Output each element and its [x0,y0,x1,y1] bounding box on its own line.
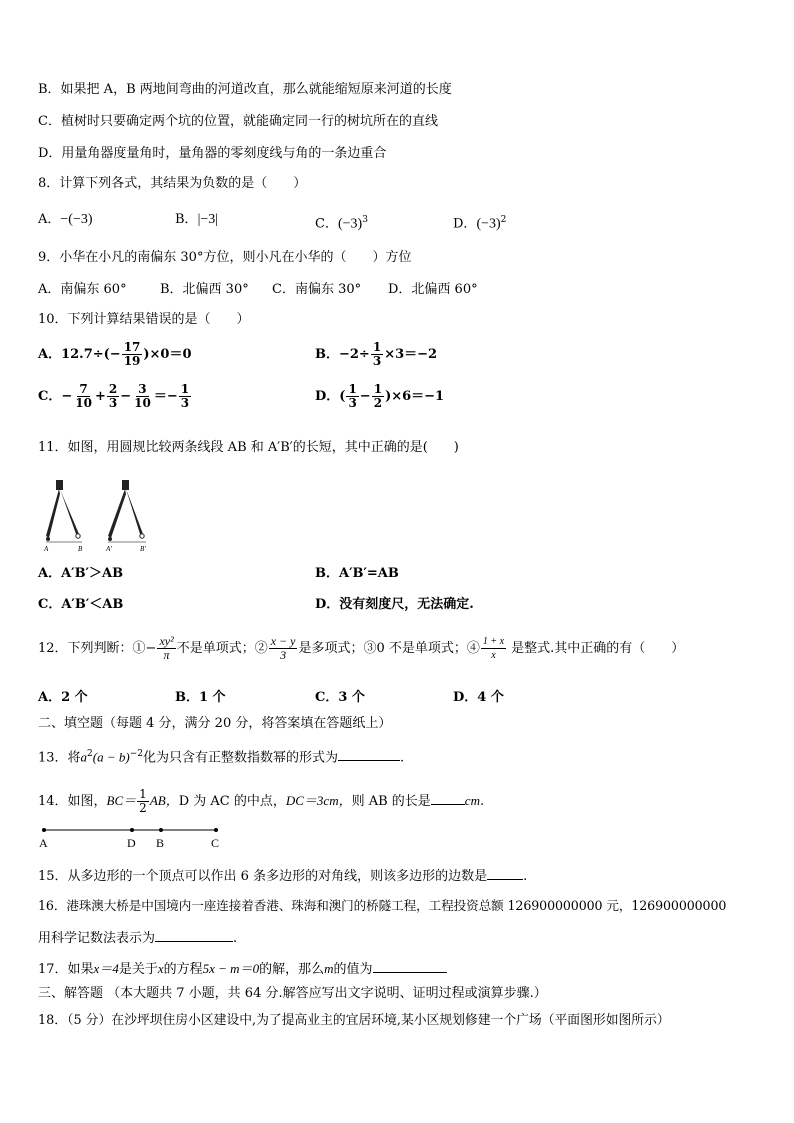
q12-frac3 [481,635,506,662]
q8-b-expr: |−3| [197,212,219,227]
q14-unit: cm [464,793,480,808]
q12-frac2-den: 3 [280,648,287,662]
q12-frac1-den: π [163,648,170,662]
q12-frac3-num: 1 + x [482,636,505,647]
q10-a-tail: )×0＝0 [143,347,192,362]
q10-option-a [38,341,192,368]
q10-b-tail: ×3＝−2 [384,347,438,362]
q17-mid: 是关于 [118,962,158,977]
q12-option-d: D．4 个 [453,690,504,705]
q8-option-b [175,212,218,228]
q14-answer-blank[interactable] [431,792,465,805]
q9-option-c: C．南偏东 30° [272,282,362,297]
q10-c-f4-num: 1 [180,382,190,396]
q12-option-a: A．2 个 [38,690,88,705]
q10-b-label: B．−2÷ [315,347,370,362]
q8-option-c [315,212,368,232]
q12-option-b: B．1 个 [175,690,226,705]
q8-c-expr: (−3) [337,216,363,232]
q10-option-d [315,383,444,410]
compass-left [46,480,80,541]
q17-mid2: 的方程 [163,962,203,977]
q10-d-label: D．( [315,389,346,404]
q10-c-f3-den: 10 [134,396,151,410]
q16-line2 [38,929,237,947]
q17-end: 的值为 [333,962,373,977]
q10-c-frac1 [73,383,94,410]
q15-period: . [523,869,528,884]
q8-d-label: D． [453,216,477,232]
q12-option-c: C．3 个 [315,690,365,705]
q17-answer-blank[interactable] [373,960,447,973]
q14-start: 14．如图， [38,794,107,809]
q13 [38,746,404,766]
q10-option-b [315,341,437,368]
fig-label-b-prime: B′ [140,545,146,553]
q10-c-f2-den: 3 [108,396,118,410]
q14-dc: DC＝3cm， [285,793,352,808]
q13-answer-blank[interactable] [338,748,400,761]
q10-b-den: 3 [372,354,382,368]
q12-frac1 [157,635,175,662]
q11-option-a: A．A′B′＞AB [38,566,124,581]
q10-c-f1-den: 10 [75,396,92,410]
q17-mid3: 的解，那么 [259,962,325,977]
q12-frac1-num: xy² [159,634,174,648]
q14-frac-den: 2 [139,801,147,815]
q16-period: . [233,931,238,946]
q8-option-a [38,212,93,228]
q14-bc: BC＝ [106,793,137,808]
q13-expr-a: a [80,749,88,765]
q10-c-minus: − [120,389,132,404]
label-d: D [127,836,136,850]
q10-d-f2-den: 2 [373,396,383,410]
q17 [38,960,447,978]
q10-c-f3-num: 3 [138,382,147,396]
q8-d-exponent: 2 [500,215,507,225]
q12-frac2 [269,635,298,662]
q8-a-label: A． [38,212,61,227]
q10-c-label: C．− [38,389,73,404]
q15-answer-blank[interactable] [487,867,523,880]
q8-d-expr: (−3) [476,216,501,232]
q10-option-c [38,383,192,410]
q10-c-equals: ＝− [153,389,178,404]
q10-a-fraction [122,341,143,368]
q17-equation: 5x − m＝0 [202,961,260,976]
q16-line1: 16．港珠澳大桥是中国境内一座连接着香港、珠海和澳门的桥隧工程，工程投资总额 126900000000 元，126900000000 [38,898,727,913]
q17-var: x [157,961,164,976]
section-2-heading: 二、填空题（每题 4 分，满分 20 分，将答案填在答题纸上） [38,716,392,731]
fig-label-b: B [78,545,83,553]
q10-c-f1-num: 7 [79,382,88,396]
section-3-heading: 三、解答题 （本大题共 7 小题，共 64 分.解答应写出文字说明、证明过程或演算步骤.） [38,986,547,1001]
q12-frac2-num: x − y [270,634,296,648]
q12-stem [38,635,684,662]
q8-c-label: C． [315,216,338,232]
label-c: C [211,836,220,850]
q10-c-frac4 [179,383,191,410]
q14-d-text: D 为 AC 的中点， [178,794,286,809]
q13-end: 化为只含有正整数指数幂的形式为 [143,750,339,766]
compass-figure [36,478,156,554]
q10-a-den: 19 [123,354,141,368]
q10-d-tail: )×6＝−1 [385,389,445,404]
q9-stem: 9．小华在小凡的南偏东 30°方位，则小凡在小华的（ ）方位 [38,250,412,265]
q11-option-c: C．A′B′＜AB [38,597,124,612]
point-b [159,828,163,832]
q10-c-frac3 [132,383,153,410]
q10-d-f1-num: 1 [348,382,357,396]
q18-stem: 18．（5 分）在沙坪坝住房小区建设中,为了提高业主的宜居环境,某小区规划修建一个广场（平面图形如图所示） [38,1013,670,1028]
segment-figure [36,824,226,850]
fig-label-a-prime: A′ [106,545,112,553]
q16-line2-text: 用科学记数法表示为 [38,931,156,946]
q8-stem: 8．计算下列各式，其结果为负数的是（ ） [38,176,307,191]
q14-fraction [137,788,149,815]
q10-d-f1-den: 3 [348,396,357,410]
q10-d-minus: − [359,389,371,404]
q12-part1: 不是单项式；② [176,641,268,656]
q11-option-d: D．没有刻度尺，无法确定. [315,597,474,612]
q15-text: 15．从多边形的一个顶点可以作出 6 条多边形的对角线，则该多边形的边数是 [38,869,488,884]
q10-c-f4-den: 3 [180,396,190,410]
q12-part3: 是整式.其中正确的有（ ） [507,641,685,656]
q14 [38,788,484,815]
q13-period: . [400,750,405,766]
q10-c-frac2 [107,383,119,410]
q8-option-d [453,212,506,232]
q14-period: . [479,794,485,809]
q14-end: 则 AB 的长是 [351,794,431,809]
q13-exp1: 2 [87,749,93,759]
q16-answer-blank[interactable] [155,929,233,942]
q8-c-exponent: 3 [362,215,368,225]
q9-option-b: B．北偏西 30° [160,282,249,297]
q10-a-num: 17 [123,340,141,354]
q10-d-f2-num: 1 [373,382,383,396]
q8-b-label: B． [175,212,198,227]
q10-stem: 10．下列计算结果错误的是（ ） [38,312,250,327]
q12-frac3-den: x [491,650,496,661]
fig-label-a: A [44,545,49,553]
q15 [38,867,527,885]
q10-d-frac2 [372,383,384,410]
label-a: A [39,836,48,850]
q17-condition: x＝4 [93,961,119,976]
compass-right [108,480,144,541]
q10-b-fraction [371,341,383,368]
q11-option-b: B．A′B′=AB [315,566,399,581]
q8-a-expr: −(−3) [60,212,93,227]
point-d [130,828,134,832]
point-a [42,828,46,832]
q11-stem: 11．如图，用圆规比较两条线段 AB 和 A′B′的长短，其中正确的是( ) [38,440,459,455]
q13-start: 13．将 [38,750,81,766]
q14-ab: AB， [149,793,179,808]
q12-stem-start: 12．下列判断：①− [38,641,157,656]
q7-option-c: C．植树时只要确定两个坑的位置，就能确定同一行的树坑所在的直线 [38,114,438,129]
q14-frac-num: 1 [139,787,147,801]
label-b: B [156,836,165,850]
q17-start: 17．如果 [38,962,94,977]
q7-option-d: D．用量角器度量角时，量角器的零刻度线与角的一条边重合 [38,146,387,161]
q7-option-b: B．如果把 A，B 两地间弯曲的河道改直，那么就能缩短原来河道的长度 [38,82,452,97]
q9-option-a: A．南偏东 60° [38,282,127,297]
q13-exp2: −2 [129,749,143,759]
q17-m: m [324,961,334,976]
q13-expr-mid: (a − b) [92,749,130,765]
q10-b-num: 1 [372,340,382,354]
q12-part2: 是多项式；③0 不是单项式；④ [298,641,480,656]
q10-c-f2-num: 2 [108,382,118,396]
q10-c-plus: + [94,389,106,404]
point-c [214,828,218,832]
q10-a-label: A．12.7÷(− [38,347,121,362]
q9-option-d: D．北偏西 60° [388,282,478,297]
q10-d-frac1 [346,383,358,410]
